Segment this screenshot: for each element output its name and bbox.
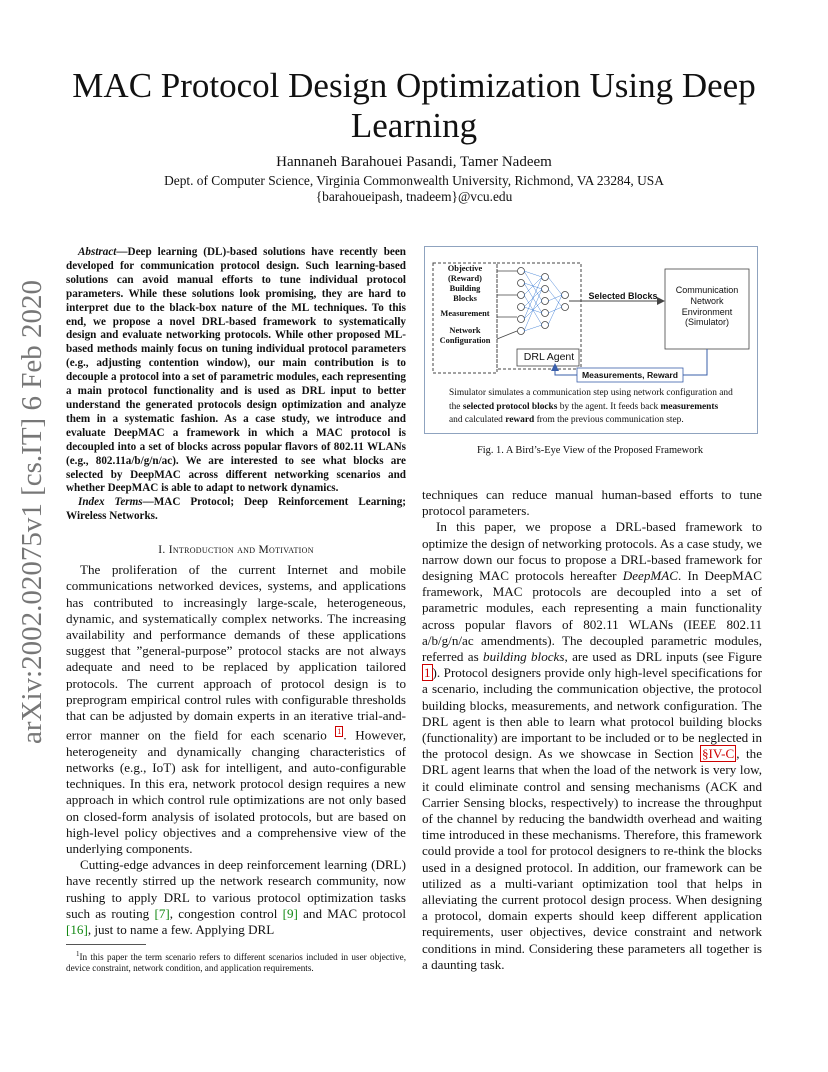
arxiv-stamp: arXiv:2002.02075v1 [cs.IT] 6 Feb 2020 [16,280,48,744]
p3-text: . In DeepMAC framework, MAC protocols are decoupled into a set of parametric modules, each representing a main functionality across popular flavors of 802.11 WLANs (IEEE 802.11 a/b/g/n/ac amendments). The decoupled parametric modules, referred as [422,568,763,665]
right-column [422,487,762,973]
footnote-mark: 1 [76,950,80,959]
footnote-text: In this paper the term scenario refers to different scenarios included in user objective, device constraint, network condition, and application requirements. [66,952,406,974]
footnote-link[interactable]: 1 [337,727,342,737]
environment-line: Environment [681,306,733,317]
intro-p2-text-b: , congestion control [169,905,283,921]
abstract-label: Abstract [78,246,117,258]
environment-label [665,285,749,328]
desc-part: the [449,401,463,412]
desc-part: reward [505,415,535,425]
desc-part: selected protocol blocks [462,401,558,412]
intro-paragraph-3 [422,519,762,973]
feedback-label: Measurements, Reward [582,370,678,380]
intro-p2-text-c: and MAC protocol [297,905,406,921]
abstract-text: —Deep learning (DL)-based solutions have recently been developed for communication protocol design. Such learning-based solutions can avoid manual efforts to tune individual protocol parameters. While these solutions look promising, they are hard to interpret due to the black-box nature of the ML techniques. To this end, we propose a novel DRL-based framework to systematically design and evaluate networking protocols. While other proposed ML-based methods mainly focus on tuning individual protocol parameters (e.g., adjusting contention window), our main contribution is to decouple a protocol into a set of parametric modules, each representing a main protocol functionality and is used as DRL input to better understand the generated protocols design optimization and analyze them in a systematic fashion. As a case study, we introduce and evaluate DeepMAC a framework in which a MAC protocol is decoupled into a set of blocks across popular flavors of 802.11 WLANs (e.g., 802.11a/b/g/n/ac). We are interested to see what blocks are selected by DeepMAC across different networking scenarios and whether DeepMAC is able to adapt to network dynamics. [66,246,406,495]
environment-line: Communication [675,285,739,295]
section-heading: I. Introduction and Motivation [158,544,314,557]
intro-p2-text-a: Cutting-edge advances in deep reinforcement learning (DRL) have recently stirred up the network research community, now rushing to apply DRL to various protocol optimization tasks such as routing [66,857,406,921]
input-arrows [497,271,517,339]
desc-part: from the previous communication step. [534,415,684,425]
intro-paragraph-1 [66,562,406,857]
input-label: (Reward) [448,274,482,283]
index-terms-text: —MAC Protocol; Deep Reinforcement Learning; Wireless Networks. [66,496,406,523]
citation-link[interactable]: [7] [154,905,170,921]
description-line [449,401,749,415]
intro-p2-text-d: , just to name a few. Applying DRL [87,921,275,937]
paper-title: MAC Protocol Design Optimization Using Deep Learning [72,66,756,145]
paper-affiliation: Dept. of Computer Science, Virginia Commonwealth University, Richmond, VA 23284, USA [164,173,664,188]
input-label: Building [449,284,481,293]
description-line [449,414,749,428]
paper-email: {barahoueipash, tnadeem}@vcu.edu [315,189,513,204]
agent-label: DRL Agent [523,351,575,363]
citation-link[interactable]: [9] [282,905,298,921]
p3-emphasis: building blocks [483,649,565,665]
abstract [66,246,406,496]
desc-part: and calculated [449,415,506,425]
desc-part: measurements [660,401,719,412]
continued-paragraph: techniques can reduce manual human-based efforts to tune protocol parameters. [422,487,762,519]
p3-text: ). Protocol designers provide only high-level specifications for a scenario, including the communication objective, the protocol building blocks, measurements, and network configuration. The DRL agent is then able to learn what protocol building blocks (functionality) are important to be included or to be neglected in the protocol design. As we showcase in Section [422,665,762,762]
input-label: Measurement [440,309,490,318]
citation-link[interactable]: [16] [66,921,88,937]
figure-description [449,387,749,428]
intro-p1-text-b: . However, heterogeneity and dynamically changing characteristics of networks (e.g., IoT) ask for intelligent, and auto-configurable techniques. In this era, network protocol design requires a new approach in which control rule optimizations are not only based on closed-form analysis of isolated protocols, but are based on high-level policy objectives and a comprehensive view of the underlying components. [66,727,406,856]
p3-text: In this paper, we propose a DRL-based framework to optimize the design of networking protocols. As a case study, we narrow down our focus to propose a DRL-based framework for designing MAC protocols hereafter [422,519,762,584]
p3-text: , the DRL agent learns that when the load of the network is very low, it could eliminate control and sensing mechanisms (ACK and Carrier Sensing blocks, respectively) to increase the throughput of the channel by reducing the bandwidth overhead and waiting time introduced in these mechanisms. Therefore, this framework could provide a tool for protocol designers to re-think the blocks used in a designed protocol. In addition, our framework can be utilized as a multi-variant optimization tool that helps in alleviating the current protocol design process. When designing a protocol, domain experts should keep different application requirements, user objectives, device constraint and network conditions in mind. Considering these parameters all together is a daunting task. [422,746,763,972]
index-terms [66,496,406,524]
p3-text: , are used as DRL inputs (see Figure [564,649,762,665]
description-line: Simulator simulates a communication step using network configuration and [449,388,733,398]
input-label: Network [449,326,481,335]
input-labels [435,264,495,346]
footnote-rule [66,944,146,945]
neural-network-icon [518,268,569,335]
figure-caption: Fig. 1. A Bird’s-Eye View of the Proposed Framework [476,445,704,456]
environment-line: Network [690,295,724,306]
intro-paragraph-2 [66,857,406,938]
paper-authors: Hannaneh Barahouei Pasandi, Tamer Nadeem [276,154,552,170]
input-label: Blocks [453,294,477,303]
input-label: Objective [447,264,483,273]
p3-emphasis: DeepMAC [622,568,678,584]
index-terms-label: Index Terms [78,496,143,509]
desc-part: by the agent. It feeds back [557,401,661,412]
selected-blocks-label: Selected Blocks [588,291,658,301]
left-column [66,246,406,975]
environment-line: (Simulator) [684,317,729,328]
footnote [66,949,406,974]
figure-link[interactable]: 1 [424,665,431,681]
figure-1 [424,246,758,434]
section-link[interactable]: §IV-C [701,746,735,762]
intro-p1-text-a: The proliferation of the current Internet and mobile communications networked devices, systems, and applications has contributed to increasingly large-scale, heterogeneous, dynamic, and systematically complex networks. The increasing availability and performance demands of these applications suggest that ”general-purpose” protocol stacks are not always adequate and need to be replaced by application tailored protocols. The current approach of protocol design is to preprogram empirical control rules with configurable thresholds that can be adjusted by domain experts in an iterative trial-and-error manner on the field for each scenario [66,562,406,743]
input-label: Configuration [439,336,491,345]
